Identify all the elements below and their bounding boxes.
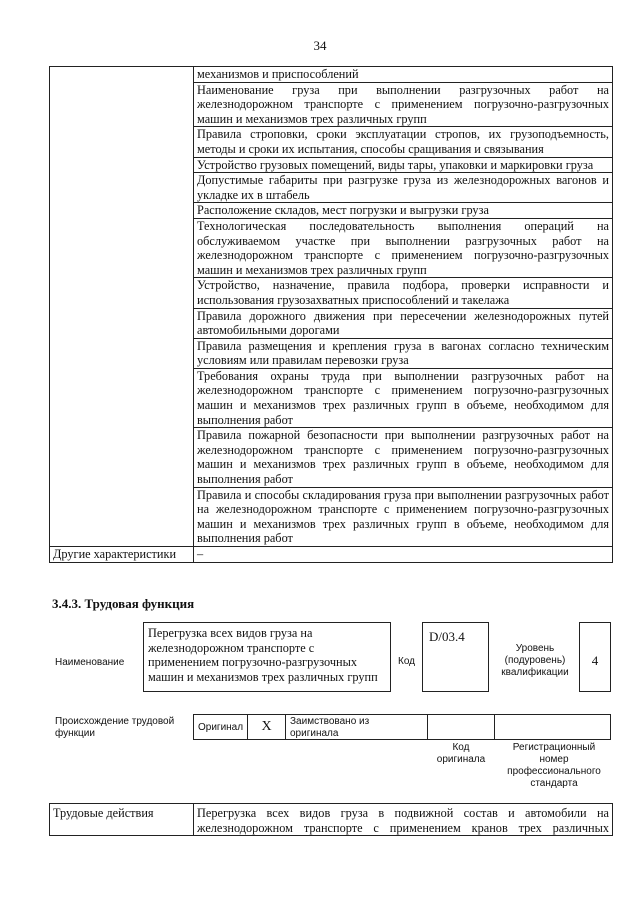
level-label: Уровень (подуровень) квалификации — [501, 643, 569, 678]
knowledge-row — [50, 173, 613, 203]
actions-label: Трудовые действия — [50, 804, 194, 836]
knowledge-label-cell — [50, 173, 194, 203]
knowledge-row — [50, 203, 613, 219]
page-number: 34 — [313, 38, 327, 53]
name-label: Наименование — [55, 657, 125, 668]
level-value-box: 4 — [579, 622, 611, 692]
knowledge-item: Расположение складов, мест погрузки и выгрузки груза — [194, 203, 613, 219]
actions-value: Перегрузка всех видов груза в подвижной состав и автомобили на железнодорожном транспорте с применением кранов трех различных — [194, 804, 613, 836]
actions-row — [50, 804, 613, 836]
code-label: Код — [398, 656, 416, 667]
knowledge-label-cell — [50, 157, 194, 173]
knowledge-item: Допустимые габариты при разгрузке груза из железнодорожных вагонов и укладке их в штабель — [194, 173, 613, 203]
knowledge-item: Технологическая последовательность выполнения операций на обслуживаемом участке при выполнении разгрузочных работ на железнодорожном транспорте с применением погрузочно-разгрузочных машин и механизмов трех различных групп — [194, 218, 613, 277]
knowledge-label-cell — [50, 82, 194, 127]
knowledge-item: Наименование груза при выполнении разгрузочных работ на железнодорожном транспорте с применением погрузочно-разгрузочных машин и механизмов трех различных групп — [194, 82, 613, 127]
original-cell — [193, 714, 248, 740]
knowledge-item: Устройство грузовых помещений, виды тары, упаковки и маркировки груза — [194, 157, 613, 173]
knowledge-row — [50, 368, 613, 427]
original-label: Оригинал — [198, 722, 244, 733]
other-characteristics-value: – — [194, 547, 613, 563]
knowledge-table — [49, 66, 613, 563]
original-mark-cell: X — [247, 714, 286, 740]
knowledge-item: Правила строповки, сроки эксплуатации стропов, их грузоподъемность, методы и сроки их испытания, способы сращивания и связывания — [194, 127, 613, 157]
knowledge-label-cell — [50, 218, 194, 277]
knowledge-item: Правила дорожного движения при пересечении железнодорожных путей автомобильными дорогами — [194, 308, 613, 338]
knowledge-row — [50, 218, 613, 277]
knowledge-row — [50, 308, 613, 338]
actions-table — [49, 803, 613, 836]
section-title: 3.4.3. Трудовая функция — [52, 596, 195, 611]
knowledge-item: Правила размещения и крепления груза в вагонах согласно техническим условиям или правилам перевозки груза — [194, 338, 613, 368]
knowledge-label-cell — [50, 203, 194, 219]
knowledge-label-cell — [50, 487, 194, 546]
knowledge-row — [50, 278, 613, 308]
knowledge-label-cell — [50, 127, 194, 157]
knowledge-row — [50, 428, 613, 487]
knowledge-row — [50, 338, 613, 368]
knowledge-item: Устройство, назначение, правила подбора, проверки исправности и использования грузозахватных приспособлений и такелажа — [194, 278, 613, 308]
knowledge-label-cell — [50, 368, 194, 427]
knowledge-label-cell — [50, 338, 194, 368]
function-name-box: Перегрузка всех видов груза на железнодорожном транспорте с применением погрузочно-разгрузочных машин и механизмов трех различных групп — [143, 622, 391, 692]
knowledge-row — [50, 157, 613, 173]
registration-number-cell — [494, 714, 611, 740]
code-caption: Код оригинала — [436, 742, 486, 765]
borrowed-label: Заимствовано из оригинала — [290, 716, 370, 739]
function-code-box: D/03.4 — [422, 622, 489, 692]
origin-label: Происхождение трудовой функции — [55, 716, 175, 739]
other-characteristics-label: Другие характеристики — [50, 547, 194, 563]
knowledge-row — [50, 82, 613, 127]
original-code-cell — [427, 714, 495, 740]
knowledge-row — [50, 487, 613, 546]
knowledge-row — [50, 67, 613, 83]
knowledge-label-cell — [50, 308, 194, 338]
origin-row — [193, 714, 611, 740]
knowledge-item: механизмов и приспособлений — [194, 67, 613, 83]
borrowed-cell — [285, 714, 428, 740]
knowledge-item: Требования охраны труда при выполнении разгрузочных работ на железнодорожном транспорте с применением погрузочно-разгрузочных машин и механизмов трех различных групп в объеме, необходимом для выполнения работ — [194, 368, 613, 427]
knowledge-label-cell — [50, 428, 194, 487]
registration-caption: Регистрационный номер профессионального стандарта — [507, 742, 601, 789]
knowledge-label-cell — [50, 67, 194, 83]
knowledge-row — [50, 127, 613, 157]
knowledge-label-cell — [50, 278, 194, 308]
knowledge-item: Правила и способы складирования груза при выполнении разгрузочных работ на железнодорожном транспорте с применением погрузочно-разгрузочных машин и механизмов трех различных групп в объеме, необходимом для выполнения работ — [194, 487, 613, 546]
other-characteristics-row — [50, 547, 613, 563]
knowledge-item: Правила пожарной безопасности при выполнении разгрузочных работ на железнодорожном транспорте с применением погрузочно-разгрузочных машин и механизмов трех различных групп в объеме, необходимом для выполнения работ — [194, 428, 613, 487]
